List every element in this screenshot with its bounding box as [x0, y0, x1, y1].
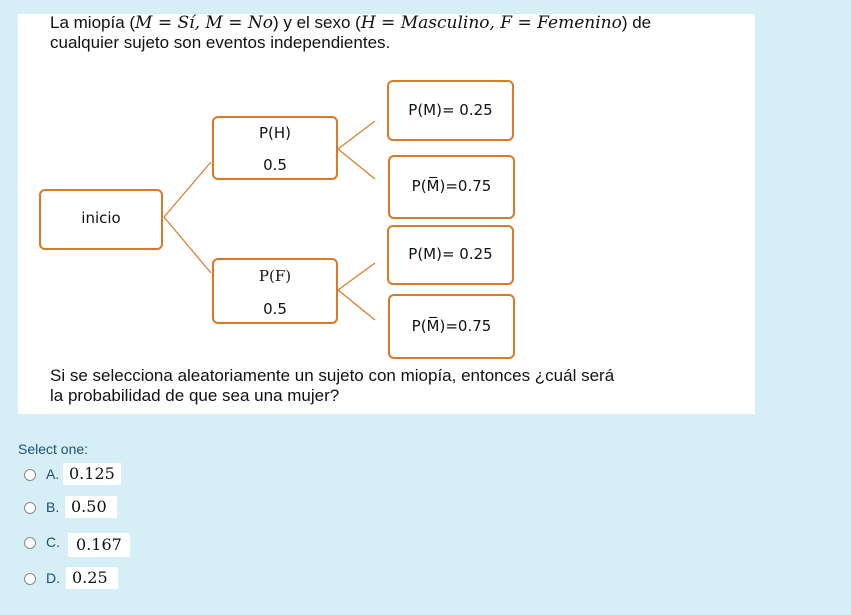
option-c[interactable]	[24, 531, 134, 555]
connector-root-h	[164, 162, 211, 217]
intro-text-2: ) y el sexo (	[272, 13, 361, 32]
question-prompt	[50, 366, 740, 406]
node-h-value: 0.5	[263, 156, 287, 174]
option-b-value: 0.50	[65, 496, 117, 518]
option-d-radio[interactable]	[24, 573, 36, 585]
intro-text-3: ) de	[621, 13, 652, 32]
node-f-notm-label: P(M̅)=0.75	[411, 317, 492, 335]
option-a-radio[interactable]	[24, 469, 36, 481]
node-f-m	[387, 225, 514, 285]
connector-h-m	[338, 121, 375, 149]
option-b-radio[interactable]	[24, 502, 36, 514]
node-h-m-label: P(M)= 0.25	[408, 101, 493, 119]
question-card	[18, 14, 755, 414]
connector-f-notm	[338, 290, 375, 320]
option-a[interactable]	[24, 463, 134, 487]
prompt-line-1: Si se selecciona aleatoriamente un sujeto con miopía, entonces ¿cuál será	[50, 366, 615, 385]
node-h-label: P(H)	[258, 124, 292, 142]
node-f-label: P(F)	[258, 267, 292, 285]
option-a-letter: A.	[46, 466, 60, 482]
node-h	[212, 116, 338, 180]
node-f-notm	[388, 294, 515, 359]
intro-text-line2: cualquier sujeto son eventos independientes.	[50, 33, 391, 52]
connector-h-notm	[338, 149, 375, 179]
node-inicio-label: inicio	[81, 209, 121, 227]
connector-root-f	[164, 217, 211, 273]
node-f-value: 0.5	[263, 300, 287, 318]
option-d-letter: D.	[46, 570, 60, 586]
option-b[interactable]	[24, 496, 134, 520]
option-c-letter: C.	[46, 534, 60, 550]
node-inicio	[39, 189, 163, 250]
node-f-m-label: P(M)= 0.25	[408, 245, 493, 263]
node-h-notm	[388, 155, 515, 219]
select-one-label: Select one:	[18, 441, 89, 457]
option-c-value: 0.167	[68, 533, 130, 557]
node-h-notm-label: P(M̅)=0.75	[411, 177, 492, 195]
connector-f-m	[338, 263, 375, 290]
node-h-m	[387, 80, 514, 141]
intro-math-2: H = Masculino, F = Femenino	[360, 13, 622, 33]
intro-text-1: La miopía (	[50, 13, 136, 32]
intro-math-1: M = Sí, M = No	[135, 13, 273, 33]
option-d[interactable]	[24, 567, 134, 591]
option-a-value: 0.125	[63, 463, 121, 485]
option-d-value: 0.25	[66, 567, 118, 589]
prompt-line-2: la probabilidad de que sea una mujer?	[50, 386, 340, 405]
node-f	[212, 258, 338, 324]
option-b-letter: B.	[46, 499, 60, 515]
option-c-radio[interactable]	[24, 537, 36, 549]
